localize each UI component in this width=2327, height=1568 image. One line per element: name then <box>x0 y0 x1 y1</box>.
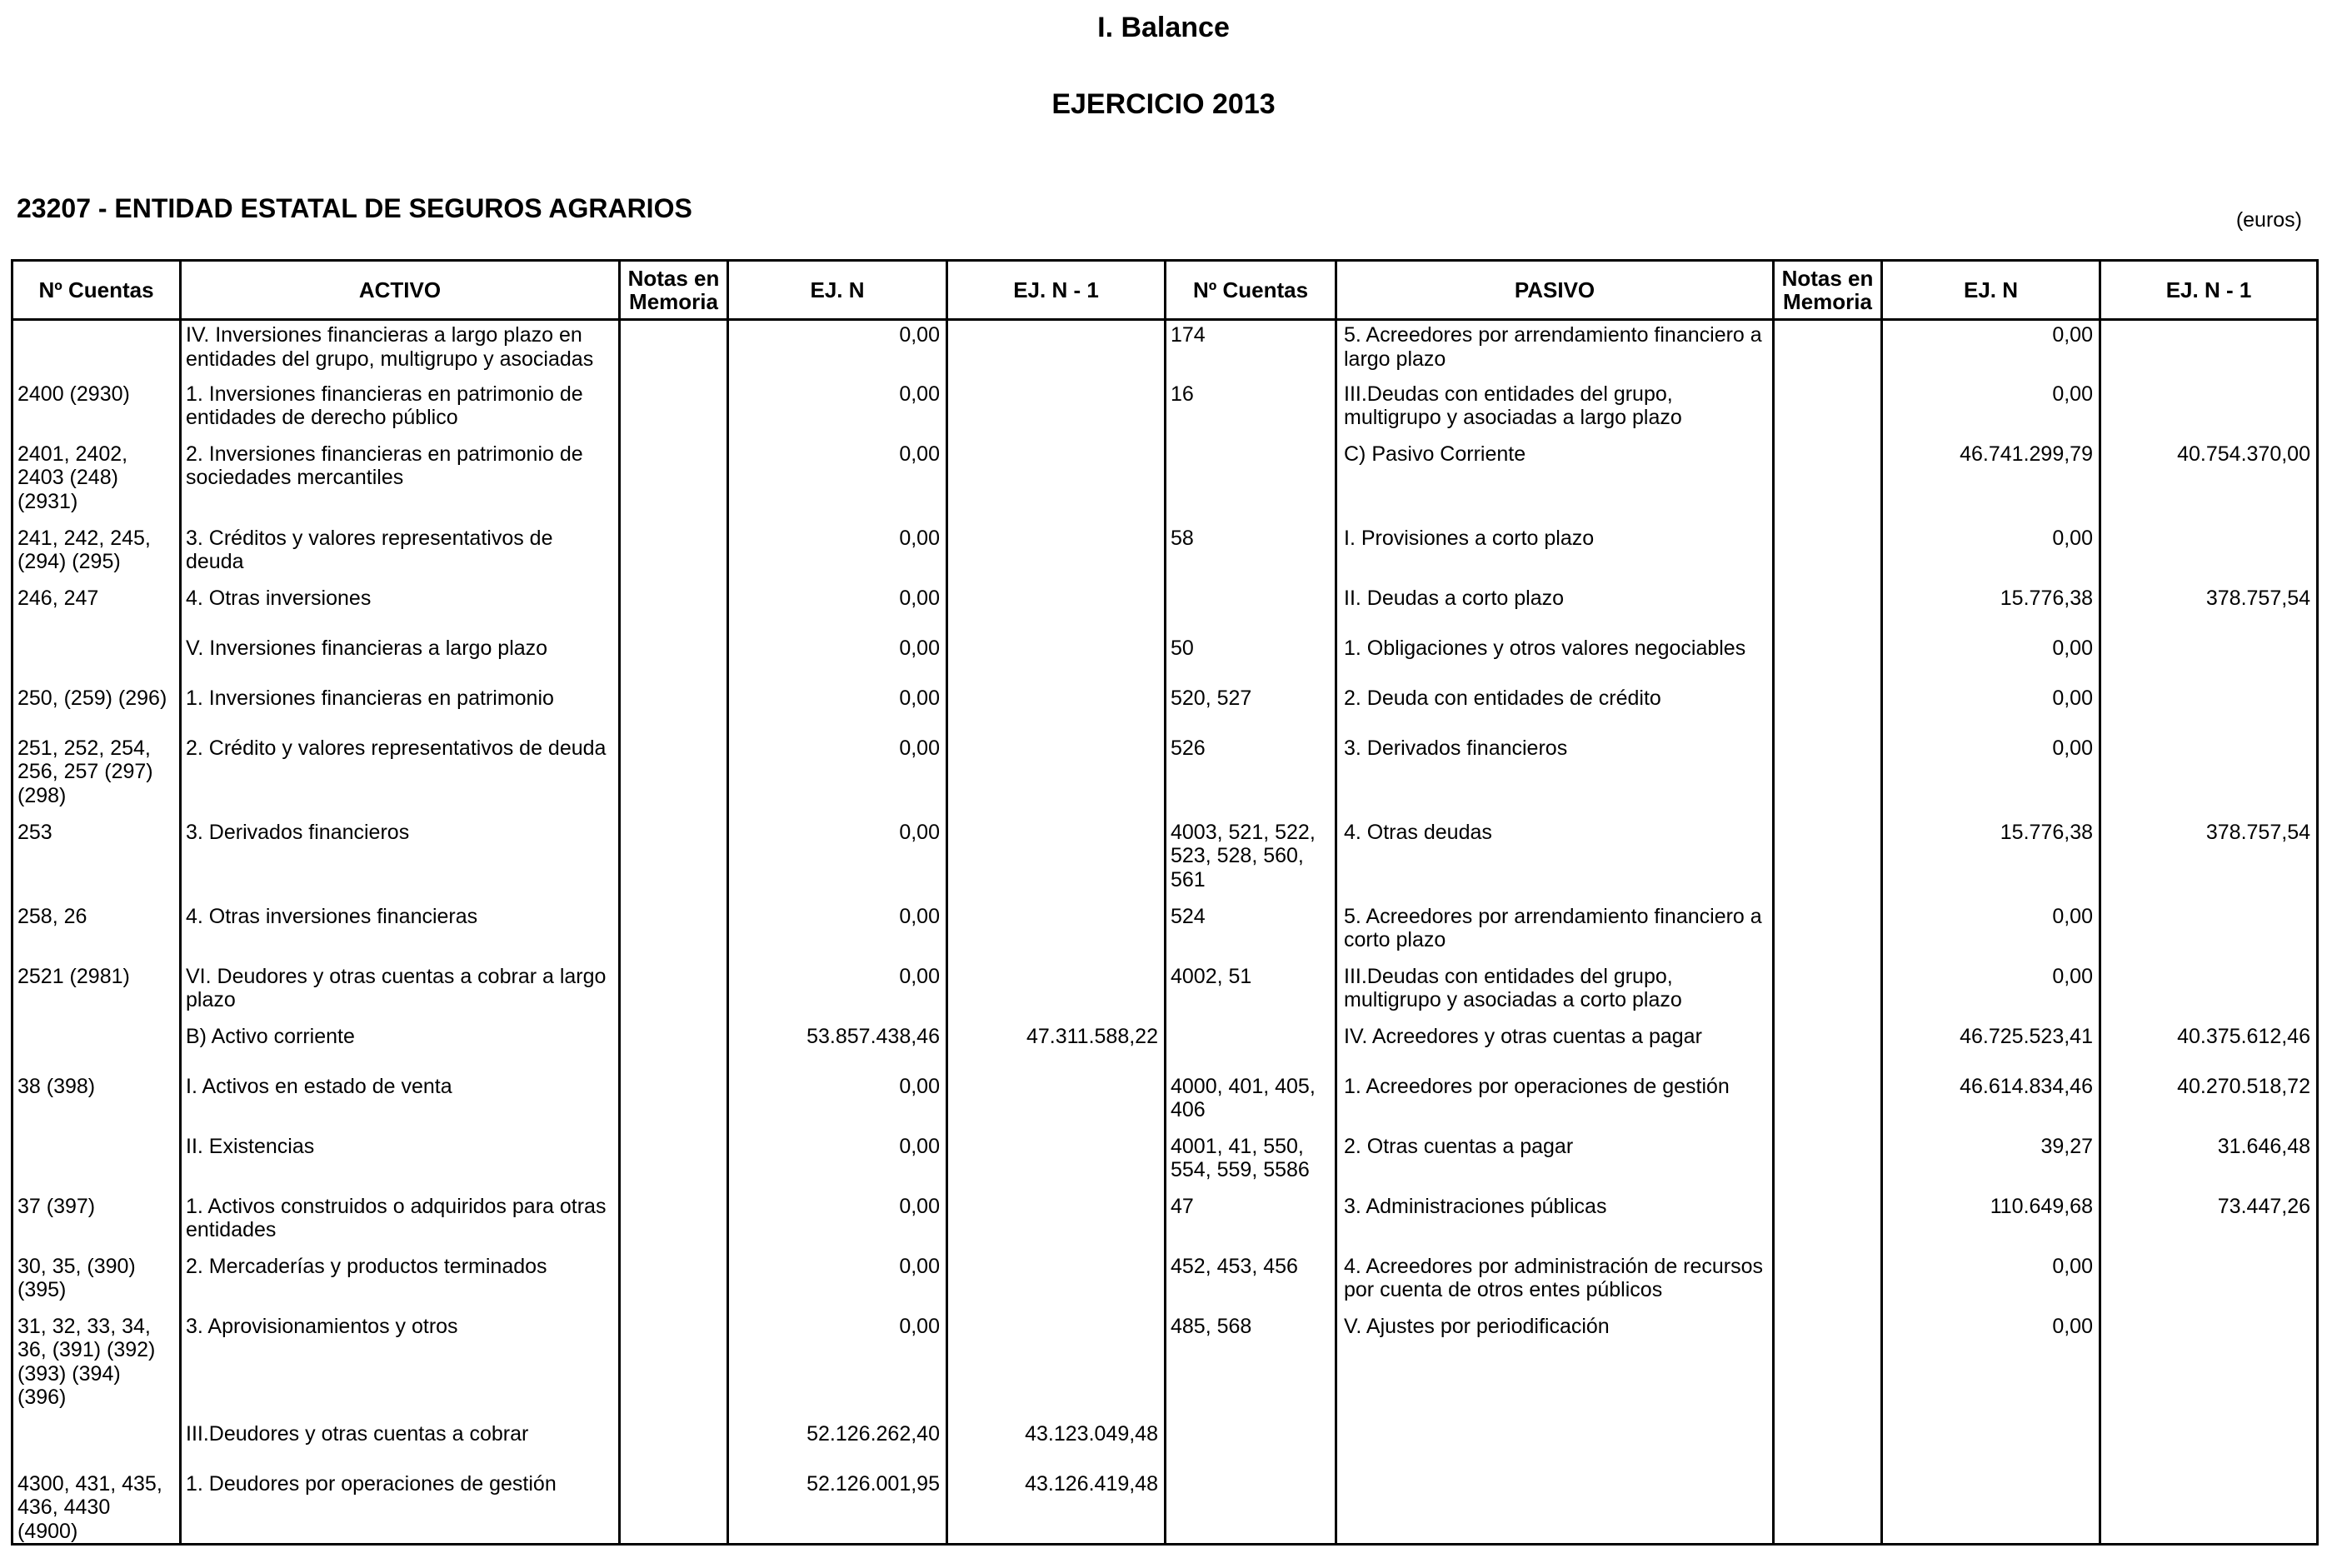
activo-descripcion-cell: 2. Mercaderías y productos terminados <box>181 1252 620 1312</box>
activo-descripcion-cell: B) Activo corriente <box>181 1022 620 1072</box>
activo-ej-n-cell: 0,00 <box>728 380 947 440</box>
activo-notas-cell <box>620 1420 728 1470</box>
pasivo-ej-n1-cell <box>2100 734 2318 818</box>
pasivo-notas-cell <box>1774 1420 1882 1470</box>
pasivo-descripcion-cell: 2. Otras cuentas a pagar <box>1336 1132 1774 1192</box>
pasivo-ej-n-cell: 15.776,38 <box>1882 818 2100 902</box>
page-subtitle: EJERCICIO 2013 <box>1051 88 1276 120</box>
pasivo-descripcion-cell <box>1336 1420 1774 1470</box>
pasivo-ej-n1-cell <box>2100 524 2318 584</box>
pasivo-notas-cell <box>1774 818 1882 902</box>
activo-ej-n-cell: 0,00 <box>728 584 947 634</box>
pasivo-descripcion-cell: II. Deudas a corto plazo <box>1336 584 1774 634</box>
activo-descripcion-cell: 1. Inversiones financieras en patrimonio de entidades de derecho público <box>181 380 620 440</box>
pasivo-descripcion-cell: C) Pasivo Corriente <box>1336 440 1774 524</box>
table-row <box>12 962 2318 1022</box>
pasivo-ej-n1-cell: 40.754.370,00 <box>2100 440 2318 524</box>
table-header-row <box>12 261 2318 320</box>
activo-cuentas-cell <box>12 320 181 380</box>
header-activo-cuentas: Nº Cuentas <box>12 261 181 320</box>
pasivo-descripcion-cell: 1. Obligaciones y otros valores negociables <box>1336 634 1774 684</box>
activo-cuentas-cell: 38 (398) <box>12 1072 181 1132</box>
pasivo-ej-n-cell <box>1882 1470 2100 1545</box>
activo-ej-n1-cell <box>947 1252 1166 1312</box>
table-row <box>12 1312 2318 1420</box>
activo-ej-n-cell: 0,00 <box>728 320 947 380</box>
pasivo-ej-n-cell: 39,27 <box>1882 1132 2100 1192</box>
activo-notas-cell <box>620 684 728 734</box>
activo-descripcion-cell: 3. Derivados financieros <box>181 818 620 902</box>
table-row <box>12 1192 2318 1252</box>
activo-ej-n-cell: 0,00 <box>728 902 947 962</box>
pasivo-cuentas-cell: 4001, 41, 550, 554, 559, 5586 <box>1166 1132 1336 1192</box>
pasivo-ej-n1-cell: 378.757,54 <box>2100 584 2318 634</box>
pasivo-descripcion-cell: V. Ajustes por periodificación <box>1336 1312 1774 1420</box>
activo-cuentas-cell: 258, 26 <box>12 902 181 962</box>
pasivo-cuentas-cell <box>1166 1022 1336 1072</box>
pasivo-notas-cell <box>1774 902 1882 962</box>
pasivo-notas-cell <box>1774 684 1882 734</box>
pasivo-ej-n-cell: 0,00 <box>1882 380 2100 440</box>
activo-ej-n-cell: 0,00 <box>728 1312 947 1420</box>
pasivo-ej-n-cell: 0,00 <box>1882 1252 2100 1312</box>
activo-ej-n1-cell <box>947 380 1166 440</box>
activo-descripcion-cell: 2. Crédito y valores representativos de deuda <box>181 734 620 818</box>
activo-ej-n1-cell <box>947 524 1166 584</box>
activo-ej-n1-cell <box>947 320 1166 380</box>
table-row <box>12 524 2318 584</box>
activo-descripcion-cell: II. Existencias <box>181 1132 620 1192</box>
activo-ej-n-cell: 0,00 <box>728 634 947 684</box>
pasivo-notas-cell <box>1774 1022 1882 1072</box>
activo-notas-cell <box>620 902 728 962</box>
pasivo-descripcion-cell: 4. Otras deudas <box>1336 818 1774 902</box>
activo-descripcion-cell: 3. Créditos y valores representativos de deuda <box>181 524 620 584</box>
pasivo-ej-n-cell: 46.725.523,41 <box>1882 1022 2100 1072</box>
activo-cuentas-cell: 2400 (2930) <box>12 380 181 440</box>
activo-ej-n1-cell: 47.311.588,22 <box>947 1022 1166 1072</box>
pasivo-notas-cell <box>1774 320 1882 380</box>
pasivo-ej-n-cell: 0,00 <box>1882 634 2100 684</box>
activo-descripcion-cell: III.Deudores y otras cuentas a cobrar <box>181 1420 620 1470</box>
pasivo-ej-n1-cell <box>2100 962 2318 1022</box>
pasivo-ej-n-cell: 46.741.299,79 <box>1882 440 2100 524</box>
activo-descripcion-cell: 2. Inversiones financieras en patrimonio de sociedades mercantiles <box>181 440 620 524</box>
activo-cuentas-cell: 4300, 431, 435, 436, 4430 (4900) <box>12 1470 181 1545</box>
pasivo-ej-n-cell: 110.649,68 <box>1882 1192 2100 1252</box>
pasivo-notas-cell <box>1774 380 1882 440</box>
pasivo-ej-n1-cell <box>2100 320 2318 380</box>
table-row <box>12 584 2318 634</box>
pasivo-notas-cell <box>1774 1312 1882 1420</box>
activo-notas-cell <box>620 634 728 684</box>
pasivo-descripcion-cell: III.Deudas con entidades del grupo, multigrupo y asociadas a largo plazo <box>1336 380 1774 440</box>
table-row <box>12 440 2318 524</box>
activo-ej-n-cell: 0,00 <box>728 1192 947 1252</box>
activo-notas-cell <box>620 1072 728 1132</box>
activo-cuentas-cell: 250, (259) (296) <box>12 684 181 734</box>
table-row <box>12 1470 2318 1545</box>
pasivo-descripcion-cell: 4. Acreedores por administración de recursos por cuenta de otros entes públicos <box>1336 1252 1774 1312</box>
pasivo-notas-cell <box>1774 962 1882 1022</box>
activo-ej-n-cell: 53.857.438,46 <box>728 1022 947 1072</box>
activo-cuentas-cell: 251, 252, 254, 256, 257 (297) (298) <box>12 734 181 818</box>
activo-cuentas-cell: 253 <box>12 818 181 902</box>
pasivo-cuentas-cell: 50 <box>1166 634 1336 684</box>
table-row <box>12 734 2318 818</box>
activo-descripcion-cell: 1. Activos construidos o adquiridos para otras entidades <box>181 1192 620 1252</box>
pasivo-ej-n-cell <box>1882 1420 2100 1470</box>
activo-ej-n-cell: 0,00 <box>728 1072 947 1132</box>
activo-ej-n-cell: 52.126.262,40 <box>728 1420 947 1470</box>
pasivo-ej-n-cell: 15.776,38 <box>1882 584 2100 634</box>
pasivo-cuentas-cell: 47 <box>1166 1192 1336 1252</box>
activo-descripcion-cell: I. Activos en estado de venta <box>181 1072 620 1132</box>
header-pasivo-ej-n1: EJ. N - 1 <box>2100 261 2318 320</box>
activo-notas-cell <box>620 1470 728 1545</box>
pasivo-notas-cell <box>1774 1072 1882 1132</box>
activo-ej-n1-cell <box>947 1312 1166 1420</box>
pasivo-ej-n-cell: 0,00 <box>1882 524 2100 584</box>
pasivo-descripcion-cell: 1. Acreedores por operaciones de gestión <box>1336 1072 1774 1132</box>
pasivo-descripcion-cell: 5. Acreedores por arrendamiento financiero a corto plazo <box>1336 902 1774 962</box>
pasivo-cuentas-cell: 16 <box>1166 380 1336 440</box>
activo-notas-cell <box>620 320 728 380</box>
page-title: I. Balance <box>1097 12 1230 43</box>
activo-ej-n1-cell: 43.126.419,48 <box>947 1470 1166 1545</box>
activo-ej-n1-cell <box>947 734 1166 818</box>
table-row <box>12 1072 2318 1132</box>
header-activo: ACTIVO <box>181 261 620 320</box>
pasivo-notas-cell <box>1774 1252 1882 1312</box>
pasivo-descripcion-cell: I. Provisiones a corto plazo <box>1336 524 1774 584</box>
header-pasivo-notas: Notas en Memoria <box>1774 261 1882 320</box>
activo-cuentas-cell: 37 (397) <box>12 1192 181 1252</box>
activo-ej-n1-cell <box>947 1192 1166 1252</box>
pasivo-notas-cell <box>1774 1132 1882 1192</box>
table-row <box>12 1132 2318 1192</box>
activo-notas-cell <box>620 380 728 440</box>
activo-ej-n1-cell <box>947 1072 1166 1132</box>
activo-cuentas-cell: 2401, 2402, 2403 (248) (2931) <box>12 440 181 524</box>
activo-notas-cell <box>620 1312 728 1420</box>
activo-ej-n-cell: 0,00 <box>728 1132 947 1192</box>
entity-name: 23207 - ENTIDAD ESTATAL DE SEGUROS AGRARIOS <box>17 193 692 223</box>
pasivo-notas-cell <box>1774 440 1882 524</box>
table-row <box>12 902 2318 962</box>
activo-notas-cell <box>620 1022 728 1072</box>
activo-ej-n-cell: 52.126.001,95 <box>728 1470 947 1545</box>
activo-notas-cell <box>620 584 728 634</box>
pasivo-descripcion-cell <box>1336 1470 1774 1545</box>
activo-ej-n1-cell <box>947 684 1166 734</box>
header-activo-ej-n: EJ. N <box>728 261 947 320</box>
pasivo-cuentas-cell: 4002, 51 <box>1166 962 1336 1022</box>
activo-ej-n1-cell <box>947 962 1166 1022</box>
table-row <box>12 1252 2318 1312</box>
activo-cuentas-cell <box>12 1420 181 1470</box>
activo-ej-n-cell: 0,00 <box>728 962 947 1022</box>
activo-notas-cell <box>620 440 728 524</box>
pasivo-ej-n1-cell <box>2100 380 2318 440</box>
table-row <box>12 634 2318 684</box>
activo-ej-n-cell: 0,00 <box>728 440 947 524</box>
activo-ej-n1-cell <box>947 818 1166 902</box>
activo-ej-n1-cell <box>947 584 1166 634</box>
pasivo-ej-n1-cell <box>2100 634 2318 684</box>
activo-descripcion-cell: 3. Aprovisionamientos y otros <box>181 1312 620 1420</box>
pasivo-ej-n1-cell: 73.447,26 <box>2100 1192 2318 1252</box>
pasivo-ej-n-cell: 0,00 <box>1882 684 2100 734</box>
table-row <box>12 1022 2318 1072</box>
activo-cuentas-cell <box>12 1022 181 1072</box>
pasivo-ej-n1-cell: 40.270.518,72 <box>2100 1072 2318 1132</box>
activo-notas-cell <box>620 1192 728 1252</box>
pasivo-cuentas-cell: 526 <box>1166 734 1336 818</box>
activo-ej-n1-cell <box>947 440 1166 524</box>
activo-descripcion-cell: 1. Deudores por operaciones de gestión <box>181 1470 620 1545</box>
activo-descripcion-cell: V. Inversiones financieras a largo plazo <box>181 634 620 684</box>
pasivo-ej-n-cell: 0,00 <box>1882 734 2100 818</box>
activo-notas-cell <box>620 1252 728 1312</box>
activo-notas-cell <box>620 1132 728 1192</box>
activo-ej-n1-cell <box>947 1132 1166 1192</box>
pasivo-descripcion-cell: III.Deudas con entidades del grupo, multigrupo y asociadas a corto plazo <box>1336 962 1774 1022</box>
pasivo-ej-n-cell: 0,00 <box>1882 1312 2100 1420</box>
activo-ej-n-cell: 0,00 <box>728 818 947 902</box>
activo-ej-n1-cell <box>947 902 1166 962</box>
activo-ej-n1-cell <box>947 634 1166 684</box>
pasivo-descripcion-cell: 2. Deuda con entidades de crédito <box>1336 684 1774 734</box>
activo-descripcion-cell: 1. Inversiones financieras en patrimonio <box>181 684 620 734</box>
activo-ej-n-cell: 0,00 <box>728 734 947 818</box>
pasivo-cuentas-cell: 4000, 401, 405, 406 <box>1166 1072 1336 1132</box>
pasivo-cuentas-cell: 524 <box>1166 902 1336 962</box>
pasivo-ej-n-cell: 46.614.834,46 <box>1882 1072 2100 1132</box>
activo-notas-cell <box>620 962 728 1022</box>
activo-descripcion-cell: 4. Otras inversiones financieras <box>181 902 620 962</box>
pasivo-cuentas-cell: 485, 568 <box>1166 1312 1336 1420</box>
pasivo-ej-n1-cell <box>2100 902 2318 962</box>
pasivo-cuentas-cell: 452, 453, 456 <box>1166 1252 1336 1312</box>
activo-descripcion-cell: VI. Deudores y otras cuentas a cobrar a largo plazo <box>181 962 620 1022</box>
activo-ej-n-cell: 0,00 <box>728 524 947 584</box>
pasivo-cuentas-cell <box>1166 1420 1336 1470</box>
pasivo-cuentas-cell: 4003, 521, 522, 523, 528, 560, 561 <box>1166 818 1336 902</box>
activo-descripcion-cell: IV. Inversiones financieras a largo plazo en entidades del grupo, multigrupo y asociadas <box>181 320 620 380</box>
pasivo-cuentas-cell: 58 <box>1166 524 1336 584</box>
activo-ej-n-cell: 0,00 <box>728 684 947 734</box>
pasivo-ej-n1-cell <box>2100 1252 2318 1312</box>
activo-notas-cell <box>620 734 728 818</box>
pasivo-cuentas-cell: 174 <box>1166 320 1336 380</box>
pasivo-ej-n1-cell <box>2100 1420 2318 1470</box>
pasivo-notas-cell <box>1774 634 1882 684</box>
pasivo-ej-n1-cell: 378.757,54 <box>2100 818 2318 902</box>
pasivo-notas-cell <box>1774 524 1882 584</box>
header-activo-ej-n1: EJ. N - 1 <box>947 261 1166 320</box>
table-row <box>12 1420 2318 1470</box>
activo-ej-n-cell: 0,00 <box>728 1252 947 1312</box>
pasivo-cuentas-cell <box>1166 440 1336 524</box>
pasivo-notas-cell <box>1774 584 1882 634</box>
activo-cuentas-cell <box>12 634 181 684</box>
activo-cuentas-cell: 30, 35, (390) (395) <box>12 1252 181 1312</box>
pasivo-ej-n-cell: 0,00 <box>1882 902 2100 962</box>
pasivo-ej-n1-cell <box>2100 1312 2318 1420</box>
activo-cuentas-cell: 2521 (2981) <box>12 962 181 1022</box>
pasivo-cuentas-cell <box>1166 1470 1336 1545</box>
pasivo-notas-cell <box>1774 1192 1882 1252</box>
pasivo-descripcion-cell: 3. Derivados financieros <box>1336 734 1774 818</box>
balance-table <box>11 259 2319 1546</box>
activo-cuentas-cell <box>12 1132 181 1192</box>
header-activo-notas: Notas en Memoria <box>620 261 728 320</box>
pasivo-notas-cell <box>1774 734 1882 818</box>
header-pasivo-cuentas: Nº Cuentas <box>1166 261 1336 320</box>
activo-cuentas-cell: 31, 32, 33, 34, 36, (391) (392) (393) (394) (396) <box>12 1312 181 1420</box>
pasivo-ej-n1-cell <box>2100 684 2318 734</box>
table-row <box>12 320 2318 380</box>
table-row <box>12 684 2318 734</box>
pasivo-descripcion-cell: 3. Administraciones públicas <box>1336 1192 1774 1252</box>
pasivo-ej-n1-cell: 31.646,48 <box>2100 1132 2318 1192</box>
pasivo-ej-n-cell: 0,00 <box>1882 320 2100 380</box>
activo-cuentas-cell: 241, 242, 245, (294) (295) <box>12 524 181 584</box>
activo-ej-n1-cell: 43.123.049,48 <box>947 1420 1166 1470</box>
activo-notas-cell <box>620 818 728 902</box>
pasivo-ej-n1-cell <box>2100 1470 2318 1545</box>
activo-notas-cell <box>620 524 728 584</box>
pasivo-notas-cell <box>1774 1470 1882 1545</box>
pasivo-ej-n-cell: 0,00 <box>1882 962 2100 1022</box>
header-pasivo-ej-n: EJ. N <box>1882 261 2100 320</box>
header-pasivo: PASIVO <box>1336 261 1774 320</box>
table-row <box>12 380 2318 440</box>
pasivo-cuentas-cell <box>1166 584 1336 634</box>
table-row <box>12 818 2318 902</box>
pasivo-descripcion-cell: 5. Acreedores por arrendamiento financiero a largo plazo <box>1336 320 1774 380</box>
pasivo-ej-n1-cell: 40.375.612,46 <box>2100 1022 2318 1072</box>
activo-descripcion-cell: 4. Otras inversiones <box>181 584 620 634</box>
pasivo-descripcion-cell: IV. Acreedores y otras cuentas a pagar <box>1336 1022 1774 1072</box>
currency-unit: (euros) <box>2235 208 2302 232</box>
activo-cuentas-cell: 246, 247 <box>12 584 181 634</box>
pasivo-cuentas-cell: 520, 527 <box>1166 684 1336 734</box>
